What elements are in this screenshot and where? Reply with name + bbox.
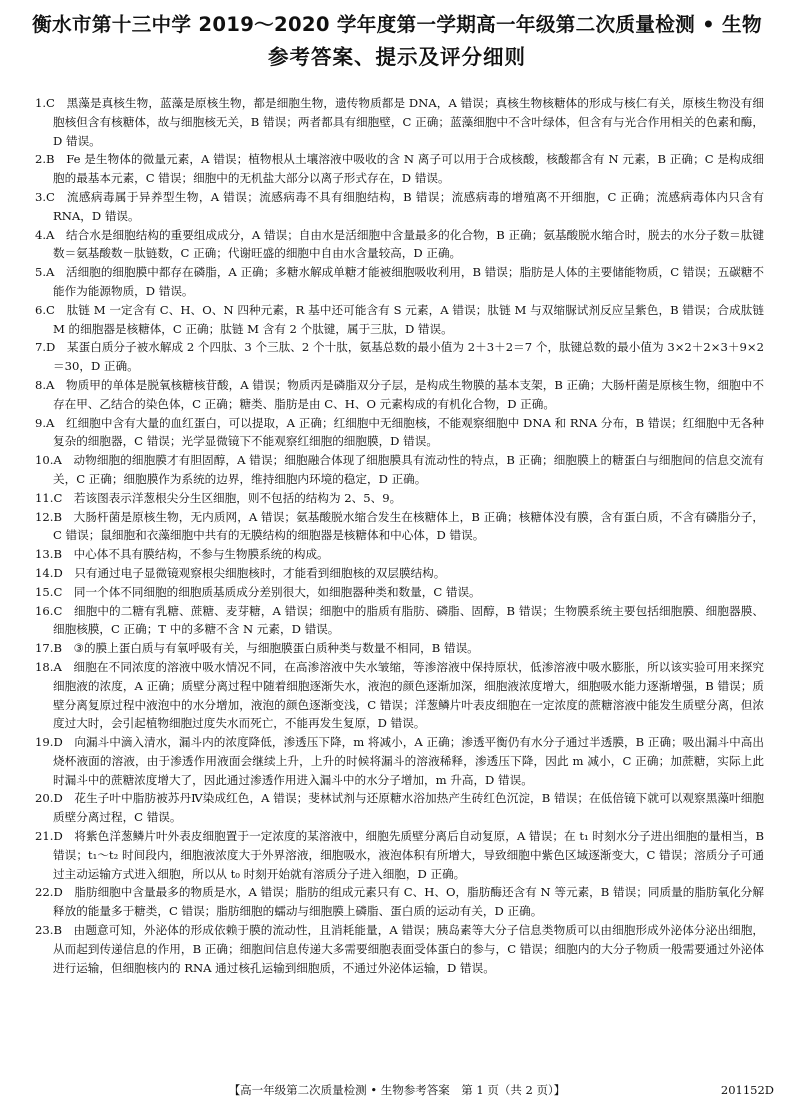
answer-explanation: 花生子叶中脂肪被苏丹Ⅳ染成红色，A 错误；斐林试剂与还原糖水浴加热产生砖红色沉淀，B 错误；在低倍镜下就可以观察黑藻叶细胞质壁分离过程，C 错误。 (53, 791, 764, 825)
answer-number: 2.B (35, 152, 55, 167)
answer-number: 23.B (35, 923, 62, 938)
answer-item (35, 508, 764, 546)
answer-explanation: 细胞在不同浓度的溶液中吸水情况不同，在高渗溶液中失水皱缩，等渗溶液中保持原状，低渗溶液中吸水膨胀，所以该实验可用来探究细胞液的浓度，A 正确；质壁分离过程中随着细胞逐渐失水，液泡的颜色逐渐加深，细胞液浓度增大，细胞吸水能力逐渐增强，B 错误；质壁分离复原过程中液泡中的水分增加，液泡的颜色逐渐变浅，C 错误；洋葱鳞片叶表皮细胞在一定浓度的蔗糖溶液中能发生质壁分离，但浓度过大时，会引起植物细胞过度失水而死亡，不能再发生复原，D 错误。 (53, 659, 764, 731)
answer-explanation: 由题意可知，外泌体的形成依赖于膜的流动性，且消耗能量，A 错误；胰岛素等大分子信息类物质可以由细胞形成外泌体分泌出细胞，从而起到传递信息的作用，B 正确；细胞间信息传递大多需要细胞表面受体蛋白的参与，C 错误；细胞内的大分子物质一般需要通过外泌体进行运输，但细胞核内的 RNA 通过核孔运输到细胞质，不通过外泌体运输，D 错误。 (53, 923, 764, 975)
footer-text: 【高一年级第二次质量检测 • 生物参考答案 第 1 页（共 2 页）】 (228, 1083, 566, 1097)
answer-number: 11.C (35, 490, 63, 505)
answer-explanation: 只有通过电子显微镜观察根尖细胞核时，才能看到细胞核的双层膜结构。 (74, 565, 446, 580)
answer-number: 18.A (35, 659, 62, 674)
answer-list (35, 94, 764, 1054)
answer-number: 12.B (35, 509, 62, 524)
answer-number: 17.B (35, 641, 62, 656)
answer-explanation: 活细胞的细胞膜中都存在磷脂，A 正确；多糖水解成单糖才能被细胞吸收利用，B 错误；脂肪是人体的主要储能物质，C 错误；五碳糖不能作为能源物质，D 错误。 (53, 265, 764, 298)
answer-item (35, 188, 764, 226)
footer-code: 201152D (720, 1083, 774, 1097)
answer-item (35, 883, 764, 921)
answer-number: 19.D (35, 735, 63, 750)
page-title: 衡水市第十三中学 2019～2020 学年度第一学期高一年级第二次质量检测 • 生物 (32, 13, 762, 36)
answer-number: 5.A (35, 265, 55, 280)
page-footer (0, 1080, 794, 1100)
answer-explanation: 若该图表示洋葱根尖分生区细胞，则不包括的结构为 2、5、9。 (73, 490, 402, 505)
answer-number: 21.D (35, 829, 63, 844)
answer-item (35, 414, 764, 452)
answer-number: 14.D (35, 565, 63, 580)
answer-item (35, 338, 764, 376)
answer-number: 6.C (35, 302, 55, 317)
answer-item (35, 94, 764, 150)
answer-explanation: 动物细胞的细胞膜才有胆固醇，A 错误；细胞融合体现了细胞膜具有流动性的特点，B 正确；细胞膜上的糖蛋白与细胞间的信息交流有关，C 正确；细胞膜作为系统的边界，维持细胞内环境的稳定，D 正确。 (53, 453, 764, 486)
answer-item (35, 150, 764, 188)
answer-item (35, 733, 764, 789)
answer-explanation: 大肠杆菌是原核生物，无内质网，A 错误；氨基酸脱水缩合发生在核糖体上，B 正确；核糖体没有膜，含有蛋白质，不含有磷脂分子，C 错误；鼠细胞和衣藻细胞中共有的无膜结构的细胞器是核糖体和中心体，D 错误。 (53, 509, 764, 543)
answer-item (35, 583, 764, 602)
answer-item (35, 226, 764, 264)
answer-explanation: 流感病毒属于异养型生物，A 错误；流感病毒不具有细胞结构，B 错误；流感病毒的增殖离不开细胞，C 正确；流感病毒体内只含有 RNA，D 错误。 (53, 189, 764, 223)
answer-item (35, 602, 764, 640)
answer-explanation: 同一个体不同细胞的细胞质基质成分差别很大，如细胞器种类和数量，C 错误。 (73, 584, 481, 599)
answer-item (35, 545, 764, 564)
answer-number: 9.A (35, 415, 55, 430)
answer-number: 10.A (35, 453, 62, 468)
answer-number: 20.D (35, 791, 63, 806)
answer-item (35, 564, 764, 583)
answer-number: 7.D (35, 340, 56, 355)
answer-number: 1.C (35, 96, 55, 110)
answer-item (35, 376, 764, 414)
page-subtitle: 参考答案、提示及评分细则 (268, 45, 526, 69)
answer-item (35, 301, 764, 339)
answer-explanation: 将紫色洋葱鳞片叶外表皮细胞置于一定浓度的某溶液中，细胞先质壁分离后自动复原，A 错误；在 t₁ 时刻水分子进出细胞的量相当，B 错误；t₁～t₂ 时间段内，细胞液浓度大于外界溶液，细胞吸水，液泡体积有所增大，导致细胞中紫色区域逐渐变大，C 错误；溶质分子可通过主动运输方式进入细胞，所以从 t₀ 时刻开始就有溶质分子进入细胞，D 正确。 (53, 829, 764, 881)
answer-item (35, 451, 764, 489)
answer-item (35, 921, 764, 977)
answer-explanation: 黑藻是真核生物，蓝藻是原核生物，都是细胞生物，遗传物质都是 DNA，A 错误；真核生物核糖体的形成与核仁有关，原核生物没有细胞核但含有核糖体，故与细胞核无关，B 错误；两者都具有细胞壁，C 正确；蓝藻细胞中不含叶绿体，但含有与光合作用相关的色素和酶，D 错误。 (53, 96, 764, 148)
answer-number: 16.C (35, 603, 63, 618)
answer-explanation: 肽链 M 一定含有 C、H、O、N 四种元素，R 基中还可能含有 S 元素，A 错误；肽链 M 与双缩脲试剂反应呈紫色，B 错误；合成肽链 M 的细胞器是核糖体，C 正确；肽链 M 含有 2 个肽键，属于三肽，D 错误。 (53, 302, 764, 336)
answer-item (35, 639, 764, 658)
answer-explanation: 向漏斗中滴入清水，漏斗内的浓度降低，渗透压下降，m 将减小，A 正确；渗透平衡仍有水分子通过半透膜，B 正确；吸出漏斗中高出烧杯液面的溶液，由于渗透作用液面会继续上升，上升的时候将漏斗的溶液稀释，渗透压下降，因此 m 减小，C 正确；加蔗糖，实际上此时漏斗中的蔗糖浓度增大了，因此通过渗透作用进入漏斗中的水分子增加，m 升高，D 错误。 (53, 735, 764, 787)
answer-explanation: 红细胞中含有大量的血红蛋白，可以提取，A 正确；红细胞中无细胞核，不能观察细胞中 DNA 和 RNA 分布，B 错误；红细胞中无各种复杂的细胞器，C 错误；光学显微镜下不能观察红细胞的细胞膜，D 错误。 (53, 415, 764, 449)
answer-item (35, 789, 764, 827)
answer-number: 4.A (35, 227, 55, 242)
answer-explanation: 脂肪细胞中含量最多的物质是水，A 错误；脂肪的组成元素只有 C、H、O，脂肪酶还含有 N 等元素，B 错误；同质量的脂肪氧化分解释放的能量多于糖类，C 错误；脂肪细胞的蠕动与细胞膜上磷脂、蛋白质的运动有关，D 正确。 (53, 885, 764, 919)
answer-explanation: 某蛋白质分子被水解成 2 个四肽、3 个三肽、2 个十肽，氨基总数的最小值为 2＋3＋2＝7 个，肽键总数的最小值为 3×2＋2×3＋9×2＝30，D 正确。 (53, 340, 764, 374)
answer-item (35, 658, 764, 733)
answer-number: 13.B (35, 547, 62, 562)
answer-explanation: ③的膜上蛋白质与有氧呼吸有关，与细胞膜蛋白质种类与数量不相同，B 错误。 (73, 641, 479, 656)
answer-item (35, 489, 764, 508)
answer-item (35, 827, 764, 883)
answer-item (35, 263, 764, 301)
answer-number: 15.C (35, 584, 63, 599)
answer-explanation: Fe 是生物体的微量元素，A 错误；植物根从土壤溶液中吸收的含 N 离子可以用于合成核酸，核酸都含有 N 元素，B 正确；C 是构成细胞的最基本元素，C 错误；细胞中的无机盐大部分以离子形式存在，D 错误。 (53, 152, 764, 186)
answer-explanation: 物质甲的单体是脱氧核糖核苷酸，A 错误；物质丙是磷脂双分子层，是构成生物膜的基本支架，B 正确；大肠杆菌是原核生物，细胞中不存在甲、乙结合的染色体，C 正确；糖类、脂肪是由 C、H、O 元素构成的有机化合物，D 正确。 (53, 377, 764, 411)
answer-explanation: 中心体不具有膜结构，不参与生物膜系统的构成。 (73, 547, 329, 562)
answer-number: 22.D (35, 885, 63, 900)
answer-explanation: 细胞中的二糖有乳糖、蔗糖、麦芽糖，A 错误；细胞中的脂质有脂肪、磷脂、固醇，B 错误；生物膜系统主要包括细胞膜、细胞器膜、细胞核膜，C 正确；T 中的多糖不含 N 元素，D 错误。 (53, 603, 764, 637)
answer-number: 3.C (35, 189, 55, 204)
answer-explanation: 结合水是细胞结构的重要组成成分，A 错误；自由水是活细胞中含量最多的化合物，B 正确；氨基酸脱水缩合时，脱去的水分子数＝肽键数＝氨基酸数－肽链数，C 正确；代谢旺盛的细胞中自由水含量较高，D 正确。 (53, 227, 764, 261)
answer-number: 8.A (35, 377, 55, 392)
